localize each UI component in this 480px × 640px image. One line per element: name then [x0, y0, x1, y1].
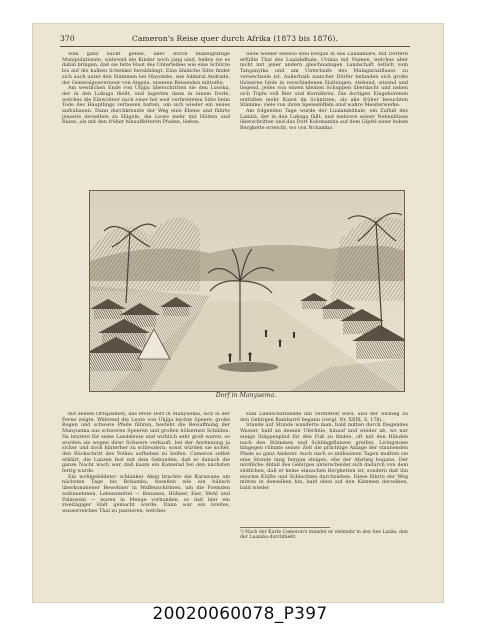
paragraph: Am folgenden Tage wurde der Lualambdhale, ein Zufluß des Lambä, der in den Lukuga fällt, und mehrere seiner Nebenflüsse überschritten und das Dorf Kolomamba auf dem Gipfel einer hohen Bergkette erreicht, wo von Nchamba	[240, 108, 408, 132]
header-rule	[60, 46, 410, 47]
text-column-top-left	[62, 52, 230, 177]
text-column-bottom-right	[240, 412, 408, 524]
paragraph: Am westlichen Ende von Uhjiju überschritten sie den Luwika, der in den Lukuga fließt, und lagerten dann in einem Dorfe, welches die Einwohner nach einer bei weit verbreiteten Sitte beim Tode des Häuptlings verlassen hatten, um sich wieder ein neues aufzubauen. Dann durchkreuzte der Weg eine Ebene und führte jenseits derselben zu Hügeln, die Leute mehr mit Hütten und Raien, als mit den früher hinauffetteren Pfaden, ließen.	[62, 85, 230, 126]
footnote-rule	[240, 527, 330, 528]
catalog-id: 20020060078_P397	[152, 604, 328, 624]
paragraph: Volk ganz nackt gehen, aber durch mannigfaltige Manipulationen, während die Kinder noch jung sind, bellen sie es dahin bringen, daß sie fette Haut des Unterleibes wie eine Schürze bis auf die halben Schenkel herabhängt. Eine ähnliche Sitte findet sich auch unter den Stämmen bei Mayombe, wie Admiral Andrade, der Generalgouverneur von Angola, unseren Reisenden mitteilte.	[62, 52, 230, 86]
page-header	[60, 34, 410, 46]
text-column-top-right	[240, 52, 408, 177]
paragraph: zum Landschaftsbilde ihn vermittelt wird, und der Anstieg zu den Gebirgen Bambarré begann (vergl. Nr. XXIX, S. 178).	[240, 412, 408, 423]
running-title: Cameron's Reise quer durch Afrika (1873 bis 1876).	[132, 34, 338, 43]
paragraph: Seite wieder ebenso steil bergab in das Lualabhare, mit Dörfern erfüllte Thal des Lualabdhale, Uvinza mit Namen, welches aber nicht mit jener andern gleichnamigen Landschaft östlich vom Tanganyika und am Unterlaufe des Malagarazifluses zu verwechseln ist. Außerhalb mancher Dörfer befanden sich große thönerne Idole in verschiedenen Haltungen, stehend, sitzend und liegend, jedes von einem kleinen Schuppen überdacht und neben sich Töpfe voll Bier und Kornähren. Die dortigen Eingeborenen entfalten mehr Kunst im Schnitzen, als alle früher besuchten Stämme; viele von ihren Speiselöffeln sind wahre Meisterwerke.	[240, 52, 408, 109]
paragraph: mit seinen Ortspalmen, das erste Dorf in Manyuema, sich in der Ferne zeigte. Während die Leute von Uhjiju leichte Speere, große Bogen und schwere Pfeile führen, besteht die Bewaffnung der Manyuema aus schweren Speeren und großen hölzernen Schilden. Da letztere für seine Landsleute und wirklich sehr groß waren, so wurden sie wegen ihrer Schwere verkauft, bei der Anrennung ja sicher und doch hinterher zu schleudern; sonst würden sie sicher, den Rückschritt des Volkes aufheben zu helfen. Cameron selbst erklärt, die Lanzen fest mit dem Gebunden, daß er danach die ganze Nacht wach war, daß kaum ein Kamerad bei den nächsten fertig wurde.	[62, 412, 230, 475]
paragraph: Stunde auf Stunde wanderte man, bald mitten durch fliegendes Wasser, bald an dessen Uferlinie, hinauf und wieder ab, wo nur einige Stäppenpfad für den Fuß zu finden, oft mit den Händen nach den Stämmen und Schlingpflanzen greifen. Livingstone hingegen rühmte seiner Zeit die prächtige Anlage der staunenden Pfade so ganz Anderer. Auch nach so mühsamen Tagen mußten sie eine Stunde lang bergan steigen, ehe der Abstieg begann. Der nördliche Abfall des Gebirges unterscheidet sich dadurch von dem südlichen, daß er keine einsachen Bergketten ist, sondern daß ihn enorme Klüfte und Schluchten durchziehen. Diese führte der Weg mitten in denselben hin, bald oben auf den Kämmen derselben, bald wieder	[240, 422, 408, 492]
illustration-caption: Dorf in Manyuema.	[215, 392, 277, 399]
footnote: ¹) Nach der Karte Cameron's mündet er vielmehr in den See Lanks, den der Lualaba durchfließt.	[240, 530, 408, 541]
text-column-bottom-left	[62, 412, 230, 555]
paragraph: Ein wohlgebildeter schlanker Akeg brachte die Karawane am nächsten Tage bis Rohamba, beseßen wie ein hübsch überkommener Bewohner in Waffenschirmen, um die Fremden aufzunehmen. Lebensmittel — Bananen, Hühner, Eier, Mehl und Palmwein — waren in Menge vorhanden, so daß hier ein zweitägiger Halt gemacht wurde. Dann war ein breites, wasserreiches Thal zu passieren, welches	[62, 473, 230, 514]
village-engraving	[90, 191, 404, 391]
engraving-village-illustration	[89, 190, 405, 392]
page-number: 370	[60, 34, 75, 43]
